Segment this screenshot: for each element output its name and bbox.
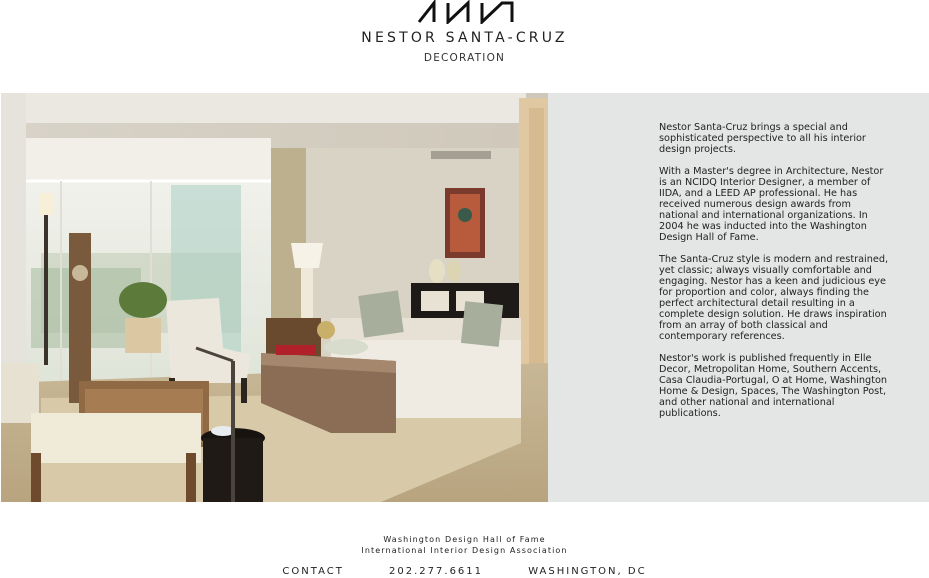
bio-paragraph: With a Master's degree in Architecture, Nestor is an NCIDQ Interior Designer, a member of IIDA, and a LEED AP professional. He has received numerous design awards from national and international organizations. In 2004 he was inducted into the Washington Design Hall of Fame. [659, 166, 884, 243]
contact-link[interactable]: CONTACT [282, 566, 344, 577]
location-text: WASHINGTON, DC [528, 566, 647, 577]
association-line: International Interior Design Association [361, 546, 568, 555]
bio-text [659, 122, 889, 430]
phone-number: 202.277.6611 [389, 566, 484, 577]
bio-paragraph: Nestor's work is published frequently in Elle Decor, Metropolitan Home, Southern Accents, Casa Claudia-Portugal, O at Home, Washington Home & Design, Spaces, The Washington Post, and other national and international publications. [659, 353, 888, 419]
brand-subtitle: DECORATION [423, 52, 506, 64]
brand-name: NESTOR SANTA-CRUZ [361, 30, 568, 46]
award-line: Washington Design Hall of Fame [383, 535, 546, 544]
hero-image [1, 93, 548, 502]
contact-bar [0, 566, 929, 577]
nsc-monogram-icon [416, 0, 514, 24]
bio-paragraph: The Santa-Cruz style is modern and restrained, yet classic; always visually comfortable and engaging. Nestor has a keen and judicious eye for proportion and color, always finding the perfect architectural detail resulting in a complete design solution. He draws inspiration from an array of both classical and contemporary references. [659, 254, 889, 342]
bio-paragraph: Nestor Santa-Cruz brings a special and sophisticated perspective to all his interior design projects. [659, 122, 866, 155]
living-room-photo [1, 93, 548, 502]
